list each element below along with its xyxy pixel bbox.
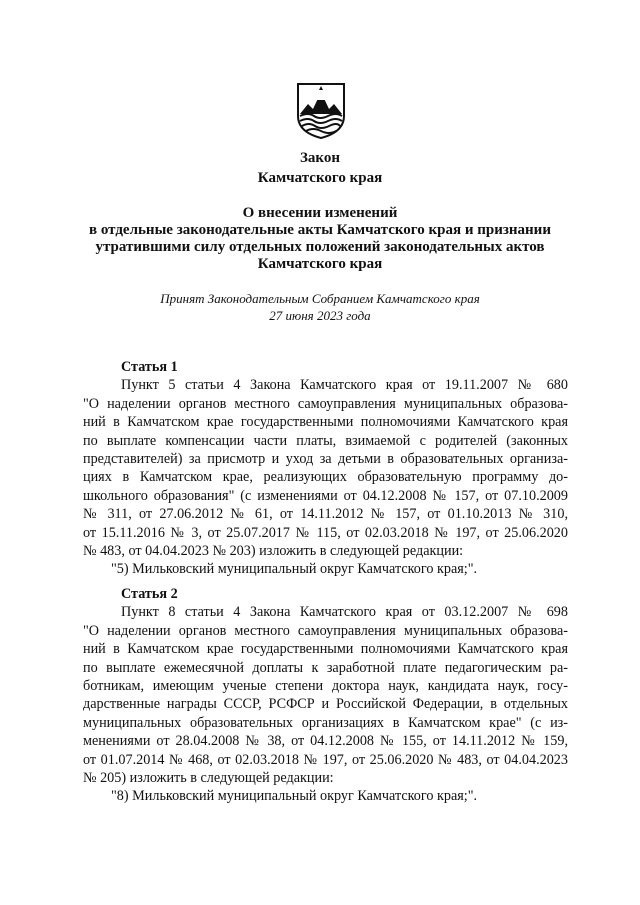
adopted-date: 27 июня 2023 года — [269, 308, 371, 323]
article-text-line: Пункт 8 статьи 4 Закона Камчатского края от 03.12.2007 № 698 — [121, 604, 568, 621]
article-text-line: менениями от 28.04.2008 № 38, от 04.12.2008 № 155, от 14.11.2012 № 159, — [83, 733, 568, 750]
kamchatka-coat-of-arms-icon — [296, 82, 346, 140]
article-text-line: представителей) за присмотр и уход за детьми в образовательных организа- — [83, 450, 568, 467]
article-amendment-quote: "8) Мильковский муниципальный округ Камчатского края;". — [111, 788, 478, 805]
article-text-line: ний в Камчатском крае государственными полномочиями Камчатского края — [83, 641, 568, 658]
article-text-line: ний в Камчатском крае государственными полномочиями Камчатского края — [83, 414, 568, 431]
article-text-line: школьного образования" (с изменениями от 04.12.2008 № 157, от 07.10.2009 — [83, 487, 568, 504]
article-2 — [83, 585, 568, 806]
article-text-line: № 205) изложить в следующей редакции: — [83, 769, 334, 786]
article-text-line: Пункт 5 статьи 4 Закона Камчатского края от 19.11.2007 № 680 — [121, 377, 568, 394]
article-heading: Статья 1 — [121, 359, 178, 375]
adoption-note — [0, 290, 640, 324]
article-text-line: "О наделении органов местного самоуправления муниципальных образова- — [83, 395, 568, 412]
article-text-line: № 311, от 27.06.2012 № 61, от 14.11.2012 № 157, от 01.10.2013 № 310, — [83, 506, 568, 523]
law-subject — [0, 205, 640, 273]
article-text-line: циях в Камчатском крае, реализующих образовательную программу до- — [83, 469, 568, 486]
article-text-line: по выплате компенсации части платы, взимаемой с родителей (законных — [83, 432, 568, 449]
article-heading: Статья 2 — [121, 586, 178, 602]
law-subject-line: утратившими силу отдельных положений законодательных актов — [95, 239, 545, 255]
article-amendment-quote: "5) Мильковский муниципальный округ Камчатского края;". — [111, 561, 478, 578]
region-name: Камчатского края — [257, 170, 383, 186]
article-text-line: ботникам, имеющим ученые степени доктора наук, кандидата наук, госу- — [83, 677, 568, 694]
article-text-line: от 15.11.2016 № 3, от 25.07.2017 № 115, от 02.03.2018 № 197, от 25.06.2020 — [83, 524, 568, 541]
law-subject-line: Камчатского края — [257, 256, 383, 272]
law-subject-line: в отдельные законодательные акты Камчатского края и признании — [89, 222, 551, 238]
article-1 — [83, 358, 568, 579]
article-text-line: по выплате ежемесячной доплаты к заработной плате педагогическим ра- — [83, 659, 568, 676]
article-text-line: дарственные награды СССР, РСФСР и Российской Федерации, в отдельных — [83, 696, 568, 713]
document-type: Закон — [299, 150, 340, 166]
article-text-line: муниципальных образовательных организациях в Камчатском крае" (с из- — [83, 714, 568, 731]
article-text-line: от 01.07.2014 № 468, от 02.03.2018 № 197, от 25.06.2020 № 483, от 04.04.2023 — [83, 751, 568, 768]
article-text-line: "О наделении органов местного самоуправления муниципальных образова- — [83, 622, 568, 639]
article-text-line: № 483, от 04.04.2023 № 203) изложить в следующей редакции: — [83, 542, 464, 559]
law-subject-line: О внесении изменений — [242, 205, 398, 221]
adopted-by: Принят Законодательным Собранием Камчатского края — [160, 291, 480, 306]
